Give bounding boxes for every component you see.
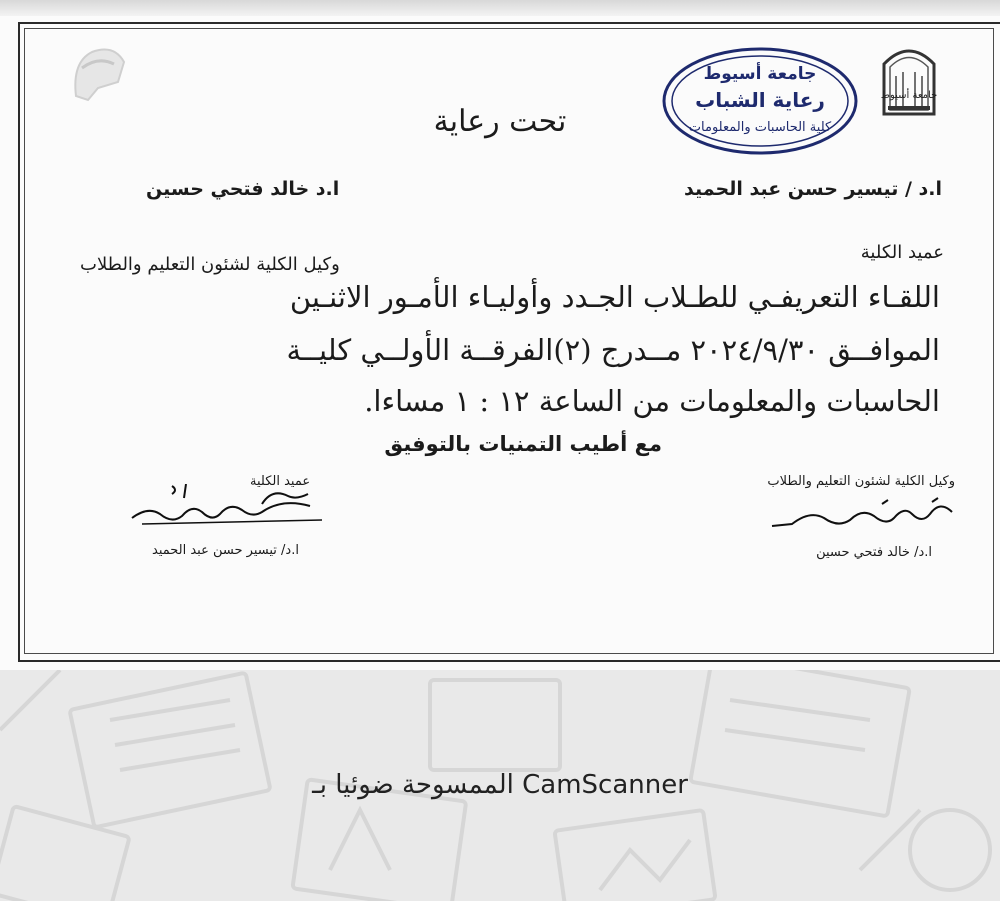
seal-line-3: كلية الحاسبات والمعلومات (688, 120, 832, 135)
vice-dean-role-top: وكيل الكلية لشئون التعليم والطلاب (80, 254, 340, 275)
dean-role-top: عميد الكلية (860, 242, 944, 263)
body-line-2: الموافــق ٢٠٢٤/٩/٣٠ مــدرج (٢)الفرقــة الأولــي كليــة (286, 333, 940, 367)
dean-signature-icon (112, 484, 342, 534)
logo-text: جامعة أسيوط (880, 90, 938, 101)
vice-dean-signature-icon (762, 496, 962, 536)
vice-dean-role-bottom: وكيل الكلية لشئون التعليم والطلاب (767, 474, 955, 489)
camscanner-label: الممسوحة ضوئيا بـ CamScanner (312, 770, 688, 800)
scan-edge (0, 0, 1000, 16)
vice-dean-name-bottom: ا.د/ خالد فتحي حسين (816, 545, 932, 560)
dean-name-bottom: ا.د/ تيسير حسن عبد الحميد (152, 543, 299, 558)
official-seal-icon (660, 45, 860, 157)
body-line-3: الحاسبات والمعلومات من الساعة ١٢ : ١ مساءا. (364, 384, 940, 418)
closing-wishes: مع أطيب التمنيات بالتوفيق (384, 432, 662, 456)
dean-role-bottom: عميد الكلية (250, 474, 311, 489)
body-line-1: اللقـاء التعريفـي للطـلاب الجـدد وأوليـاء الأمـور الاثنـين (289, 280, 940, 314)
seal-line-2: رعاية الشباب (695, 88, 825, 112)
seal-line-1: جامعة أسيوط (703, 64, 817, 84)
faded-logo-icon (68, 42, 130, 104)
dean-name-top: ا.د / تيسير حسن عبد الحميد (684, 178, 942, 200)
under-patronage-heading: تحت رعاية (433, 104, 567, 139)
university-logo-icon (878, 40, 940, 116)
vice-dean-name-top: ا.د خالد فتحي حسين (146, 178, 340, 200)
